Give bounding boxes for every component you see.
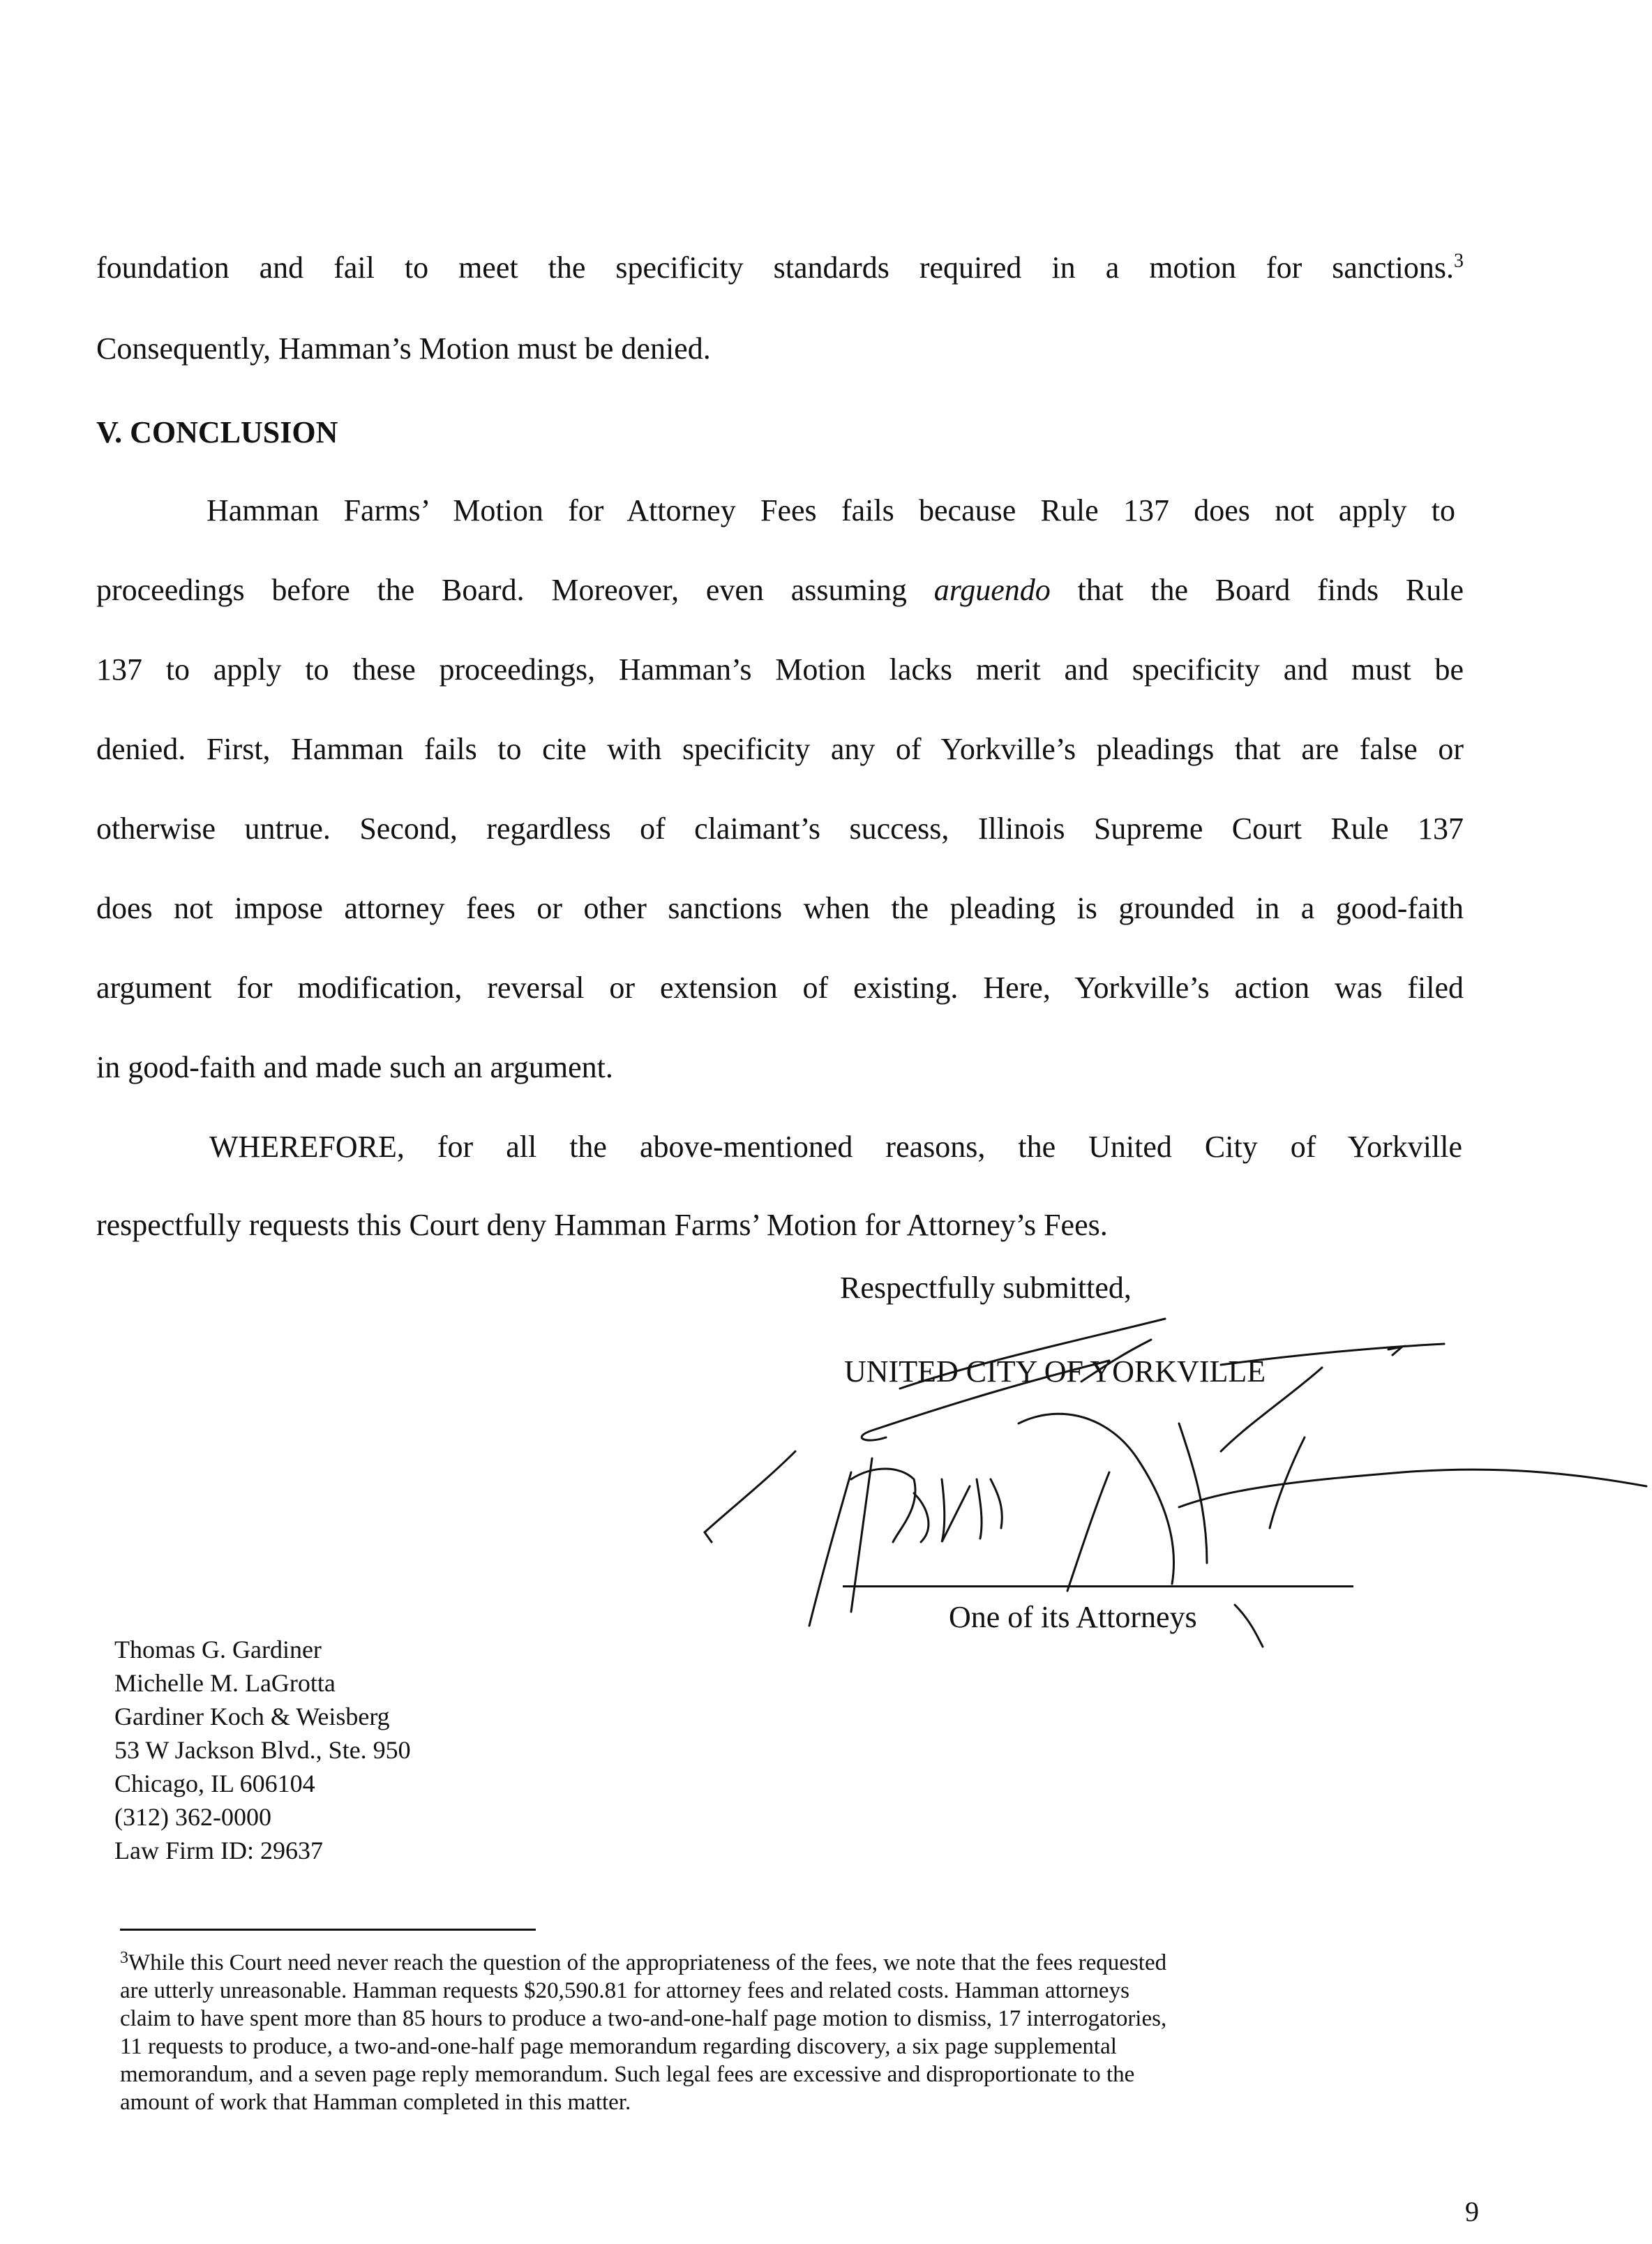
footnote-line-4: 11 requests to produce, a two-and-one-half page memorandum regarding discovery, a six page supplemental [120, 2034, 1117, 2059]
section-heading: V. CONCLUSION [96, 415, 338, 449]
footnote-rule [120, 1929, 536, 1931]
footnote-line-3: claim to have spent more than 85 hours to produce a two-and-one-half page motion to dismiss, 17 interrogatories, [120, 2006, 1167, 2031]
law-firm-id: Law Firm ID: 29637 [114, 1837, 323, 1864]
city-state-zip: Chicago, IL 606104 [114, 1770, 315, 1797]
conclusion-line-4: denied. First, Hamman fails to cite with specificity any of Yorkville’s pleadings that are false or [96, 732, 1464, 766]
footnote [120, 1944, 1446, 2116]
body-line-2: Consequently, Hamman’s Motion must be denied. [96, 331, 711, 366]
attorney-info-block [114, 1633, 411, 1867]
conclusion-line-5: otherwise untrue. Second, regardless of claimant’s success, Illinois Supreme Court Rule 137 [96, 811, 1464, 846]
conclusion-line-2: proceedings before the Board. Moreover, even assuming arguendo that the Board finds Rule [96, 573, 1464, 607]
conclusion-line-8: in good-faith and made such an argument. [96, 1050, 613, 1084]
wherefore-line-1: WHEREFORE, for all the above-mentioned reasons, the United City of Yorkville [209, 1130, 1462, 1164]
handwritten-signature [691, 1298, 1652, 1661]
attorney-name-2: Michelle M. LaGrotta [114, 1669, 336, 1697]
italic-term: arguendo [933, 573, 1051, 607]
conclusion-line-3: 137 to apply to these proceedings, Hamman’s Motion lacks merit and specificity and must be [96, 652, 1464, 687]
signature-closing: Respectfully submitted, [840, 1271, 1132, 1305]
footnote-marker: 3 [120, 1949, 128, 1967]
signature-party: UNITED CITY OF YORKVILLE [844, 1354, 1266, 1389]
footnote-line-5: memorandum, and a seven page reply memorandum. Such legal fees are excessive and disproportionate to the [120, 2062, 1135, 2087]
conclusion-line-7: argument for modification, reversal or extension of existing. Here, Yorkville’s action was filed [96, 971, 1464, 1005]
signature-role: One of its Attorneys [949, 1600, 1197, 1634]
footnote-line-6: amount of work that Hamman completed in this matter. [120, 2090, 631, 2115]
footnote-line-1: $^3$While this Court need never reach the question of the appropriateness of the fees, we note that the fees requested [120, 1949, 1167, 1975]
footnote-reference: 3 [1454, 250, 1464, 272]
street-address: 53 W Jackson Blvd., Ste. 950 [114, 1736, 411, 1764]
footnote-line-2: are utterly unreasonable. Hamman requests $20,590.81 for attorney fees and related costs. Hamman attorneys [120, 1978, 1129, 2003]
conclusion-line-6: does not impose attorney fees or other sanctions when the pleading is grounded in a good-faith [96, 891, 1464, 925]
wherefore-line-2: respectfully requests this Court deny Hamman Farms’ Motion for Attorney’s Fees. [96, 1208, 1108, 1242]
law-firm-name: Gardiner Koch & Weisberg [114, 1703, 390, 1730]
attorney-name-1: Thomas G. Gardiner [114, 1636, 322, 1663]
phone-number: (312) 362-0000 [114, 1803, 271, 1831]
page-number: 9 [1465, 2196, 1479, 2227]
conclusion-line-1: Hamman Farms’ Motion for Attorney Fees fails because Rule 137 does not apply to [206, 493, 1455, 528]
body-line-1: foundation and fail to meet the specificity standards required in a motion for sanctions.$^3$ [96, 250, 1464, 285]
